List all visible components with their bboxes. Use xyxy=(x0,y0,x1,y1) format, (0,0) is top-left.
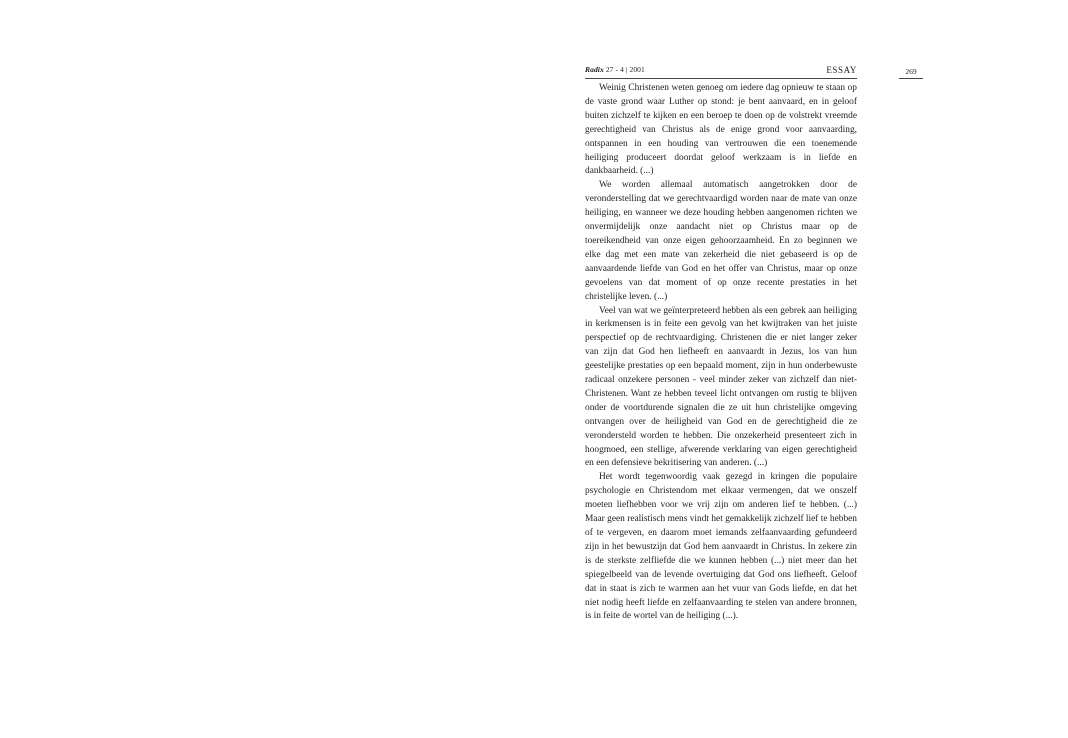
journal-name: Radix xyxy=(585,65,604,74)
running-header xyxy=(585,64,857,79)
paragraph: We worden allemaal automatisch aangetrokken door de veronderstelling dat we gerechtvaardigd worden naar de mate van onze heiliging, en wanneer we deze houding hebben aangenomen richten we onvermijdelijk onze aandacht niet op Christus maar op de toereikendheid van onze eigen gehoorzaamheid. En zo beginnen we elke dag met een mate van zekerheid die niet gebaseerd is op de aanvaardende liefde van God en het offer van Christus, maar op onze gevoelens van dat moment of op onze recente prestaties in het christelijke leven. (...) xyxy=(585,180,857,302)
paragraph: Het wordt tegenwoordig vaak gezegd in kringen die populaire psychologie en Christendom met elkaar vermengen, dat we onszelf moeten liefhebben voor we vrij zijn om anderen lief te hebben. (...) Maar geen realistisch mens vindt het gemakkelijk zichzelf lief te hebben of te vergeven, en daarom moet iemands zelfaanvaarding gefundeerd zijn in het bewustzijn dat God hem aanvaardt in Christus. In zekere zin is de sterkste zelfliefde die we kunnen hebben (...) niet meer dan het spiegelbeeld van de levende overtuiging dat God ons liefheeft. Geloof dat in staat is zich te warmen aan het vuur van Gods liefde, en dat het niet nodig heeft liefde en zelfaanvaarding te stelen van andere bronnen, is in feite de wortel van de heiliging (...). xyxy=(585,472,857,622)
journal-issue: 27 - 4 | 2001 xyxy=(605,65,645,74)
paragraph: Veel van wat we geïnterpreteerd hebben als een gebrek aan heiliging in kerkmensen is in feite een gevolg van het kwijtraken van het juiste perspectief op de rechtvaardiging. Christenen die er niet langer zeker van zijn dat God hen liefheeft en aanvaardt in Jezus, los van hun geestelijke prestaties op een bepaald moment, zijn in hun onderbewuste radicaal onzekere personen - veel minder zeker van zichzelf dan niet-Christenen. Want ze hebben teveel licht ontvangen om rustig te blijven onder de voortdurende signalen die ze uit hun christelijke omgeving ontvangen over de heiligheid van God en de gerechtigheid die ze verondersteld worden te hebben. Die onzekerheid presenteert zich in hoogmoed, een stellige, afwerende verklaring van eigen gerechtigheid en een defensieve bekritisering van anderen. (...) xyxy=(585,305,857,469)
essay-body xyxy=(585,82,857,624)
page-number: 269 xyxy=(899,66,923,79)
journal-citation xyxy=(585,63,645,77)
section-title: ESSAY xyxy=(826,65,857,75)
paragraph: Weinig Christenen weten genoeg om iedere dag opnieuw te staan op de vaste grond waar Luther op stond: je bent aanvaard, en in geloof buiten zichzelf te kijken en een beroep te doen op de volstrekt vreemde gerechtigheid van Christus als de enige grond voor aanvaarding, ontspannen in een houding van vertrouwen die een toenemende heiliging produceert doordat geloof werkzaam is in liefde en dankbaarheid. (...) xyxy=(585,83,857,177)
journal-page xyxy=(585,64,857,624)
